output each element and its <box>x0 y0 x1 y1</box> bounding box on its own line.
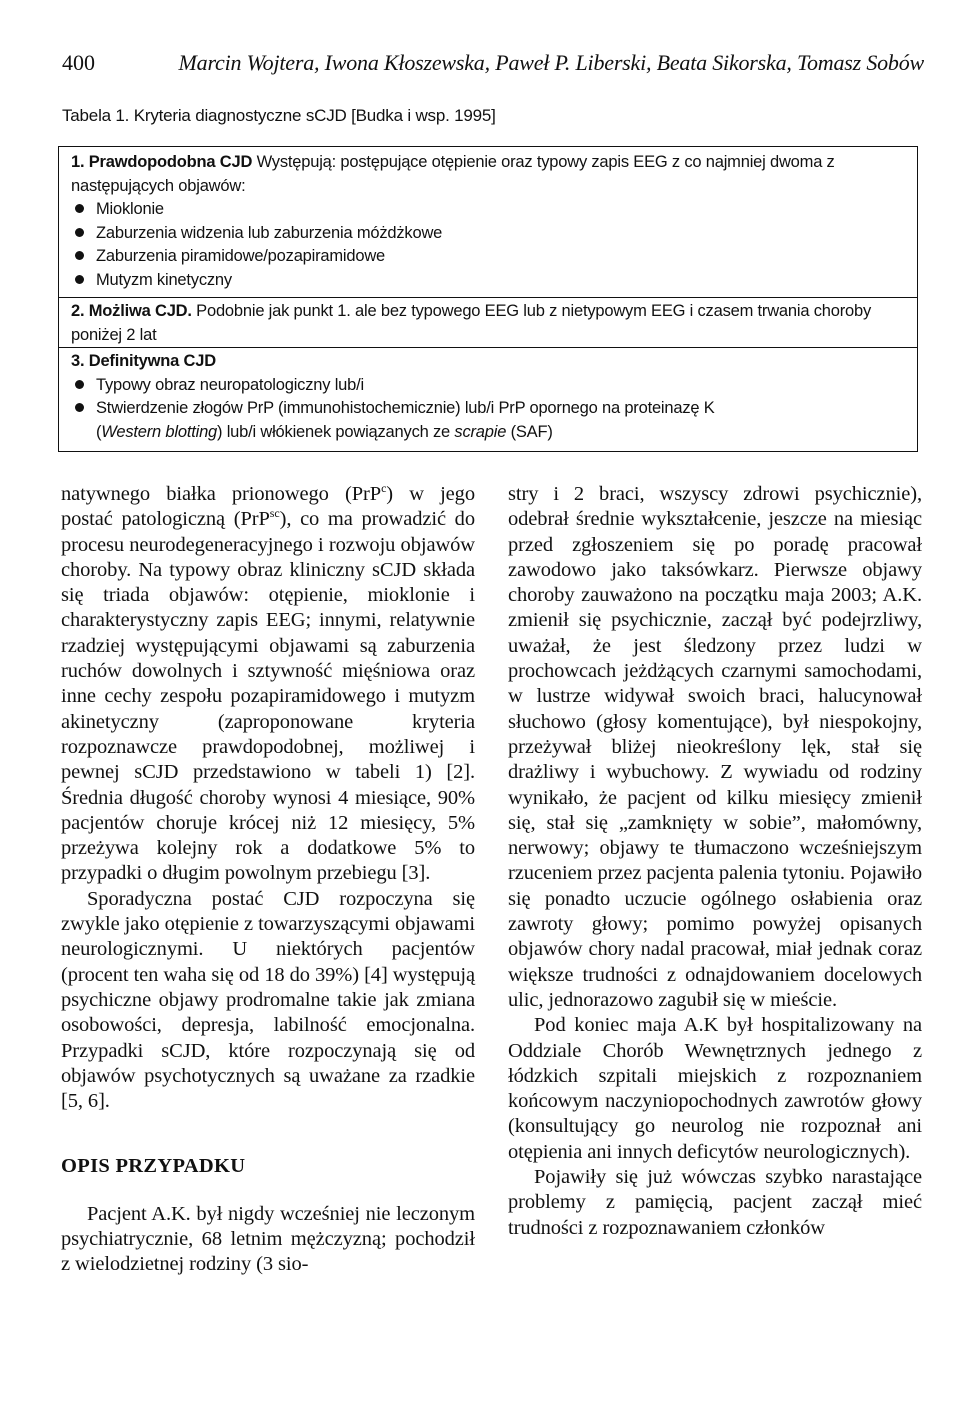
criteria-item <box>71 198 909 222</box>
right-column <box>508 482 922 1241</box>
term-scrapie: scrapie <box>454 422 507 441</box>
criteria-item-text: Mioklonie <box>96 200 164 218</box>
section-probable-heading <box>71 151 909 198</box>
bullet-icon <box>75 275 84 284</box>
paragraph: stry i 2 braci, wszyscy zdrowi psychicznie), odebrał średnie wykształcenie, jeszcze na miesiąc przed zgłoszeniem się po poradę pracował zawodowo jako taksówkarz. Pierwsze objawy choroby zauważono na początku maja 2003; A.K. zmienił się psychicznie, zaczął być podejrzliwy, uważał, że jest śledzony przez ludzi w prochowcach jeżdżących czarnymi samochodami, w lustrze widywał swoich braci, halucynował słuchowo (głosy komentujące), był niespokojny, przeżywał bliżej nieokreślony lęk, stał się drażliwy i wybuchowy. Z wywiadu od rodziny wynikało, że pacjent od kilku miesięcy zmienił się, stał się „zamknięty w sobie”, małomówny, nerwowy; objawy te tłumaczono wcześniejszym rzuceniem przez pacjenta palenia tytoniu. Pojawiło się ponadto uczucie ogólnego osłabienia oraz zawroty głowy; pomimo powyżej opisanych objawów chory nadal pracował, miał jednak coraz większe trudności z odnajdowaniem docelowych ulic, jednorazowo zagubił się w mieście. <box>508 483 922 1011</box>
criteria-item <box>71 269 909 293</box>
paragraph: Pod koniec maja A.K był hospitalizowany na Oddziale Chorób Wewnętrznych jednego z łódzkich szpitali miejskich z rozpoznaniem końcowym naczyniopochodnych zawrotów głowy (konsultujący go neurolog nie rozpoznał ani otępienia ani innych deficytów neurologicznych). <box>508 1014 922 1163</box>
bullet-icon <box>75 251 84 260</box>
bullet-icon <box>75 228 84 237</box>
term-western-blotting: Western blotting <box>101 422 218 441</box>
paragraph-text: ), co ma prowadzić do procesu neurodegeneracyjnego i rozwoju objawów choroby. Na typowy obraz kliniczny sCJD składa się triada objawów: otępienie, mioklonie i charakterystyczny zapis EEG; innymi, relatywnie rzadziej występującymi objawami są zaburzenia ruchów dowolnych i sztywność mięśniowa oraz inne cechy zespołu pozapiramidowego i mutyzm akinetyczny (zaproponowane kryteria rozpoznawcze prawdopodobnej, możliwej i pewnej sCJD przedstawiono w tabeli 1) [2]. Średnia długość choroby wynosi 4 miesiące, 90% pacjentów choruje krócej niż 12 miesięcy, 5% przeżywa kolejny rok a dodatkowe 5% to przypadki o długim powolnym przebiegu [3]. <box>61 508 475 885</box>
section-possible-text: Podobnie jak punkt 1. ale bez typowego EEG lub z nietypowym EEG i czasem trwania choroby poniżej 2 lat <box>71 302 872 344</box>
criteria-item <box>71 374 909 398</box>
paren-open: ( <box>96 422 102 441</box>
page-header <box>62 50 924 80</box>
section-possible-title: 2. Możliwa CJD. <box>71 302 192 320</box>
criteria-item <box>71 222 909 246</box>
section-definite-title: 3. Definitywna CJD <box>71 352 216 370</box>
running-head-authors: Marcin Wojtera, Iwona Kłoszewska, Paweł P. Liberski, Beata Sikorska, Tomasz Sobów <box>178 50 924 75</box>
table-caption: Tabela 1. Kryteria diagnostyczne sCJD [Budka i wsp. 1995] <box>62 106 496 125</box>
criteria-item <box>71 245 909 269</box>
criteria-section-definite <box>59 347 917 444</box>
criteria-item-text: Zaburzenia widzenia lub zaburzenia móżdżkowe <box>96 223 443 242</box>
paragraph-text: ) w jego postać patologiczną (PrP <box>61 483 475 531</box>
section-heading: OPIS PRZYPADKU <box>61 1155 246 1178</box>
section-probable-title: 1. Prawdopodobna CJD <box>71 153 253 171</box>
criteria-item-text: Zaburzenia piramidowe/pozapiramidowe <box>96 247 386 265</box>
paragraph: Pacjent A.K. był nigdy wcześniej nie leczonym psychiatrycznie, 68 letnim mężczyzną; pochodził z wielodzietnej rodziny (3 sio- <box>61 1202 475 1276</box>
continuation-end: (SAF) <box>506 422 553 441</box>
paragraph: Pojawiły się już wówczas szybko narastające problemy z pamięcią, pacjent zaczął mieć trudności z rozpoznawaniem członków <box>508 1166 922 1239</box>
paragraph: Sporadyczna postać CJD rozpoczyna się zwykle jako otępienie z towarzyszącymi objawami neurologicznymi. U niektórych pacjentów (procent ten waha się od 18 do 39%) [4] występują psychiczne objawy prodromalne takie jak zmiana osobowości, depresja, labilność emocjonalna. Przypadki sCJD, które rozpoczynają się od objawów psychotycznych są uważane za rzadkie [5, 6]. <box>61 887 475 1113</box>
bullet-icon <box>75 403 84 412</box>
criteria-section-possible <box>59 297 917 347</box>
criteria-item-text: Stwierdzenie złogów PrP (immunohistochemicznie) lub/i PrP opornego na proteinazę K <box>96 399 715 417</box>
superscript: c <box>381 481 387 496</box>
bullet-icon <box>75 204 84 213</box>
criteria-section-probable <box>59 151 917 292</box>
criteria-table <box>58 146 918 452</box>
criteria-item <box>71 397 909 421</box>
superscript: sc <box>269 506 280 521</box>
section-probable-intro: Występują: postępujące otępienie oraz typowy zapis EEG z co najmniej dwoma z następujących objawów: <box>71 153 835 195</box>
paragraph-text: natywnego białka prionowego (PrP <box>61 483 382 505</box>
criteria-item-continuation <box>71 421 909 445</box>
paragraph <box>61 482 475 887</box>
criteria-item-text: Typowy obraz neuropatologiczny lub/i <box>96 375 364 394</box>
continuation-text: ) lub/i włókienek powiązanych ze <box>217 422 455 441</box>
page-number: 400 <box>62 50 95 75</box>
criteria-item-text: Mutyzm kinetyczny <box>96 270 232 289</box>
left-column <box>61 482 475 1278</box>
bullet-icon <box>75 380 84 389</box>
